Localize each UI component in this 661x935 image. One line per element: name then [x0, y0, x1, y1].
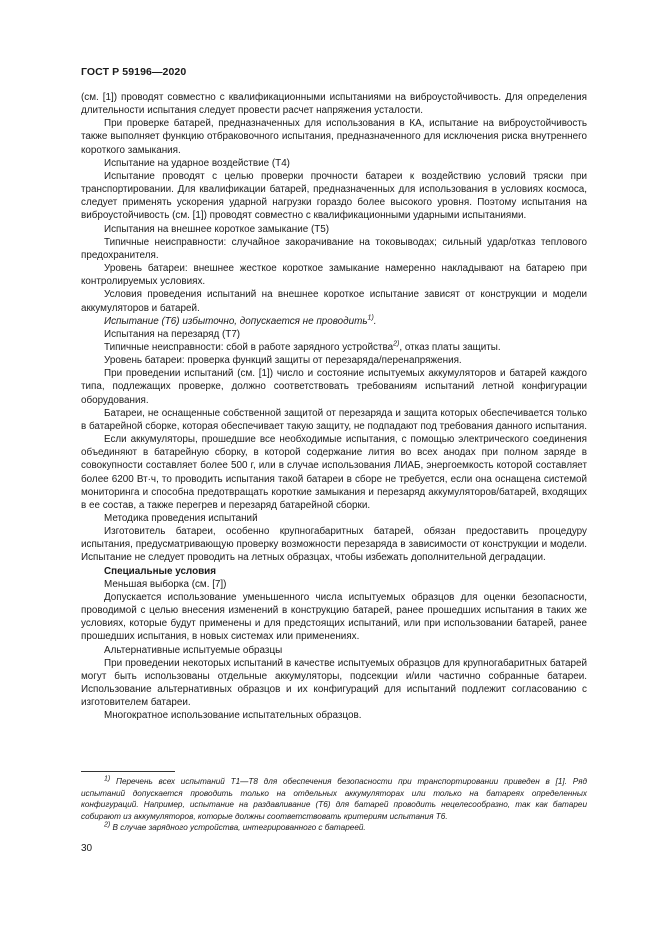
footnote-ref[interactable]: 2): [393, 340, 400, 348]
page-number: 30: [81, 843, 93, 854]
footnote-mark: 2): [104, 821, 111, 829]
paragraph: При проведении испытаний (см. [1]) число и состояние испытуемых аккумуляторов и батарей каждого типа, подлежащих проверке, должно соответствовать требованиям испытаний летной конфигурации оборудования.: [81, 368, 587, 406]
section-heading: Меньшая выборка (см. [7]): [104, 578, 227, 590]
paragraph-tail: .: [373, 315, 377, 327]
paragraph: Уровень батареи: проверка функций защиты от перезаряда/перенапряжения.: [104, 355, 462, 367]
paragraph: Если аккумуляторы, прошедшие все необходимые испытания, с помощью электрического соединения объединяют в батарейную сборку, в которой содержание лития во всех анодах при полном заряде в совокупности составляет более 500 г, или в случае использования ЛИАБ, энергоемкость которой составляет более 6200 Вт·ч, то проводить испытания такой батареи в сборе не требуется, если она оснащена системой мониторинга и способна предотвращать короткие замыкания и перезаряд аккумуляторов/батарей, входящих в ее состав, а также перегрев и перезаряд батарейной сборки.: [81, 434, 587, 511]
footnotes: [81, 776, 587, 834]
standard-header: ГОСТ Р 59196—2020: [81, 66, 187, 78]
paragraph-tail: , отказ платы защиты.: [399, 341, 501, 353]
paragraph: При проверке батарей, предназначенных для использования в КА, испытание на виброустойчивость также выполняет функцию отбраковочного испытания, предназначенного для исключения риска внутреннего короткого замыкания.: [81, 118, 587, 156]
paragraph: Допускается использование уменьшенного числа испытуемых образцов для оценки безопасности, проводимой с целью внесения изменений в конструкцию батарей, ранее прошедших испытания в таких же условиях, которые будут применены и для предстоящих испытаний, или при использовании батарей, ранее прошедших испытания, в новых системах или применениях.: [81, 591, 587, 643]
body-text: [81, 91, 587, 723]
section-heading: Испытания на перезаряд (Т7): [104, 328, 241, 340]
section-title: Специальные условия: [104, 565, 217, 577]
footnote-text: В случае зарядного устройства, интегрированного с батареей.: [112, 823, 366, 833]
footnote-ref[interactable]: 1): [367, 314, 374, 322]
footnote: [81, 776, 587, 822]
paragraph: Испытание проводят с целью проверки прочности батареи к воздействию условий тряски при транспортировании. Для квалификации батарей, предназначенных для использования в условиях космоса, следует применять ускорения ударной нагрузки гораздо более высокого уровня. Поэтому испытания на виброустойчивость (см. [1]) проводят совместно с квалификационными ударными испытаниями.: [81, 170, 587, 222]
section-heading: Испытание на ударное воздействие (Т4): [104, 157, 290, 169]
paragraph: (см. [1]) проводят совместно с квалификационными испытаниями на виброустойчивость. Для определения длительности испытания следует провести расчет напряжения усталости.: [81, 92, 587, 117]
paragraph: Уровень батареи: внешнее жесткое короткое замыкание намеренно накладывают на батарею при контролируемых условиях.: [81, 263, 587, 288]
footnote: [81, 822, 587, 834]
paragraph: Изготовитель батареи, особенно крупногабаритных батарей, обязан предоставить процедуру испытания, предусматривающую проверку возможности перезаряда в зависимости от конструкции и модели. Испытание не следует проводить на летных образцах, чтобы избежать дополнительной деградации.: [81, 526, 587, 564]
paragraph: Многократное использование испытательных образцов.: [104, 710, 362, 722]
paragraph-text: Типичные неисправности: сбой в работе зарядного устройства: [104, 341, 394, 353]
footnote-mark: 1): [104, 775, 111, 783]
paragraph: При проведении некоторых испытаний в качестве испытуемых образцов для крупногабаритных батарей могут быть использованы отдельные аккумуляторы, подсекции и/или частично собранные батареи. Использование альтернативных образцов и их конфигураций для испытаний подлежит согласованию с изготовителем батареи.: [81, 657, 587, 709]
paragraph: Типичные неисправности: случайное закорачивание на токовыводах; сильный удар/отказ теплового предохранителя.: [81, 236, 587, 261]
footnote-divider: [81, 771, 175, 772]
paragraph: Условия проведения испытаний на внешнее короткое испытание зависят от конструкции и модели аккумуляторов и батарей.: [81, 289, 587, 314]
section-heading: Методика проведения испытаний: [104, 513, 258, 524]
paragraph: [81, 341, 587, 354]
paragraph: Батареи, не оснащенные собственной защитой от перезаряда и защита которых обеспечивается только в батарейной сборке, которая обеспечивает такую защиту, не подпадают под требования данного испытания.: [81, 407, 587, 432]
section-heading: Испытания на внешнее короткое замыкание (Т5): [104, 223, 330, 235]
section-heading: Альтернативные испытуемые образцы: [104, 644, 283, 656]
paragraph-note: [81, 315, 587, 328]
paragraph-text: Испытание (Т6) избыточно, допускается не проводить: [104, 315, 368, 327]
footnote-text: Перечень всех испытаний Т1—Т8 для обеспечения безопасности при транспортировании приведен в [1]. Ряд испытаний допускается проводить только на отдельных аккумуляторах или только на батареях определенных конфигураций. Например, испытание на раздавливание (Т6) для батарей проводить нецелесообразно, так как батареи собирают из аккумуляторов, которые должны соответствовать критериям испытания Т6.: [81, 777, 587, 821]
